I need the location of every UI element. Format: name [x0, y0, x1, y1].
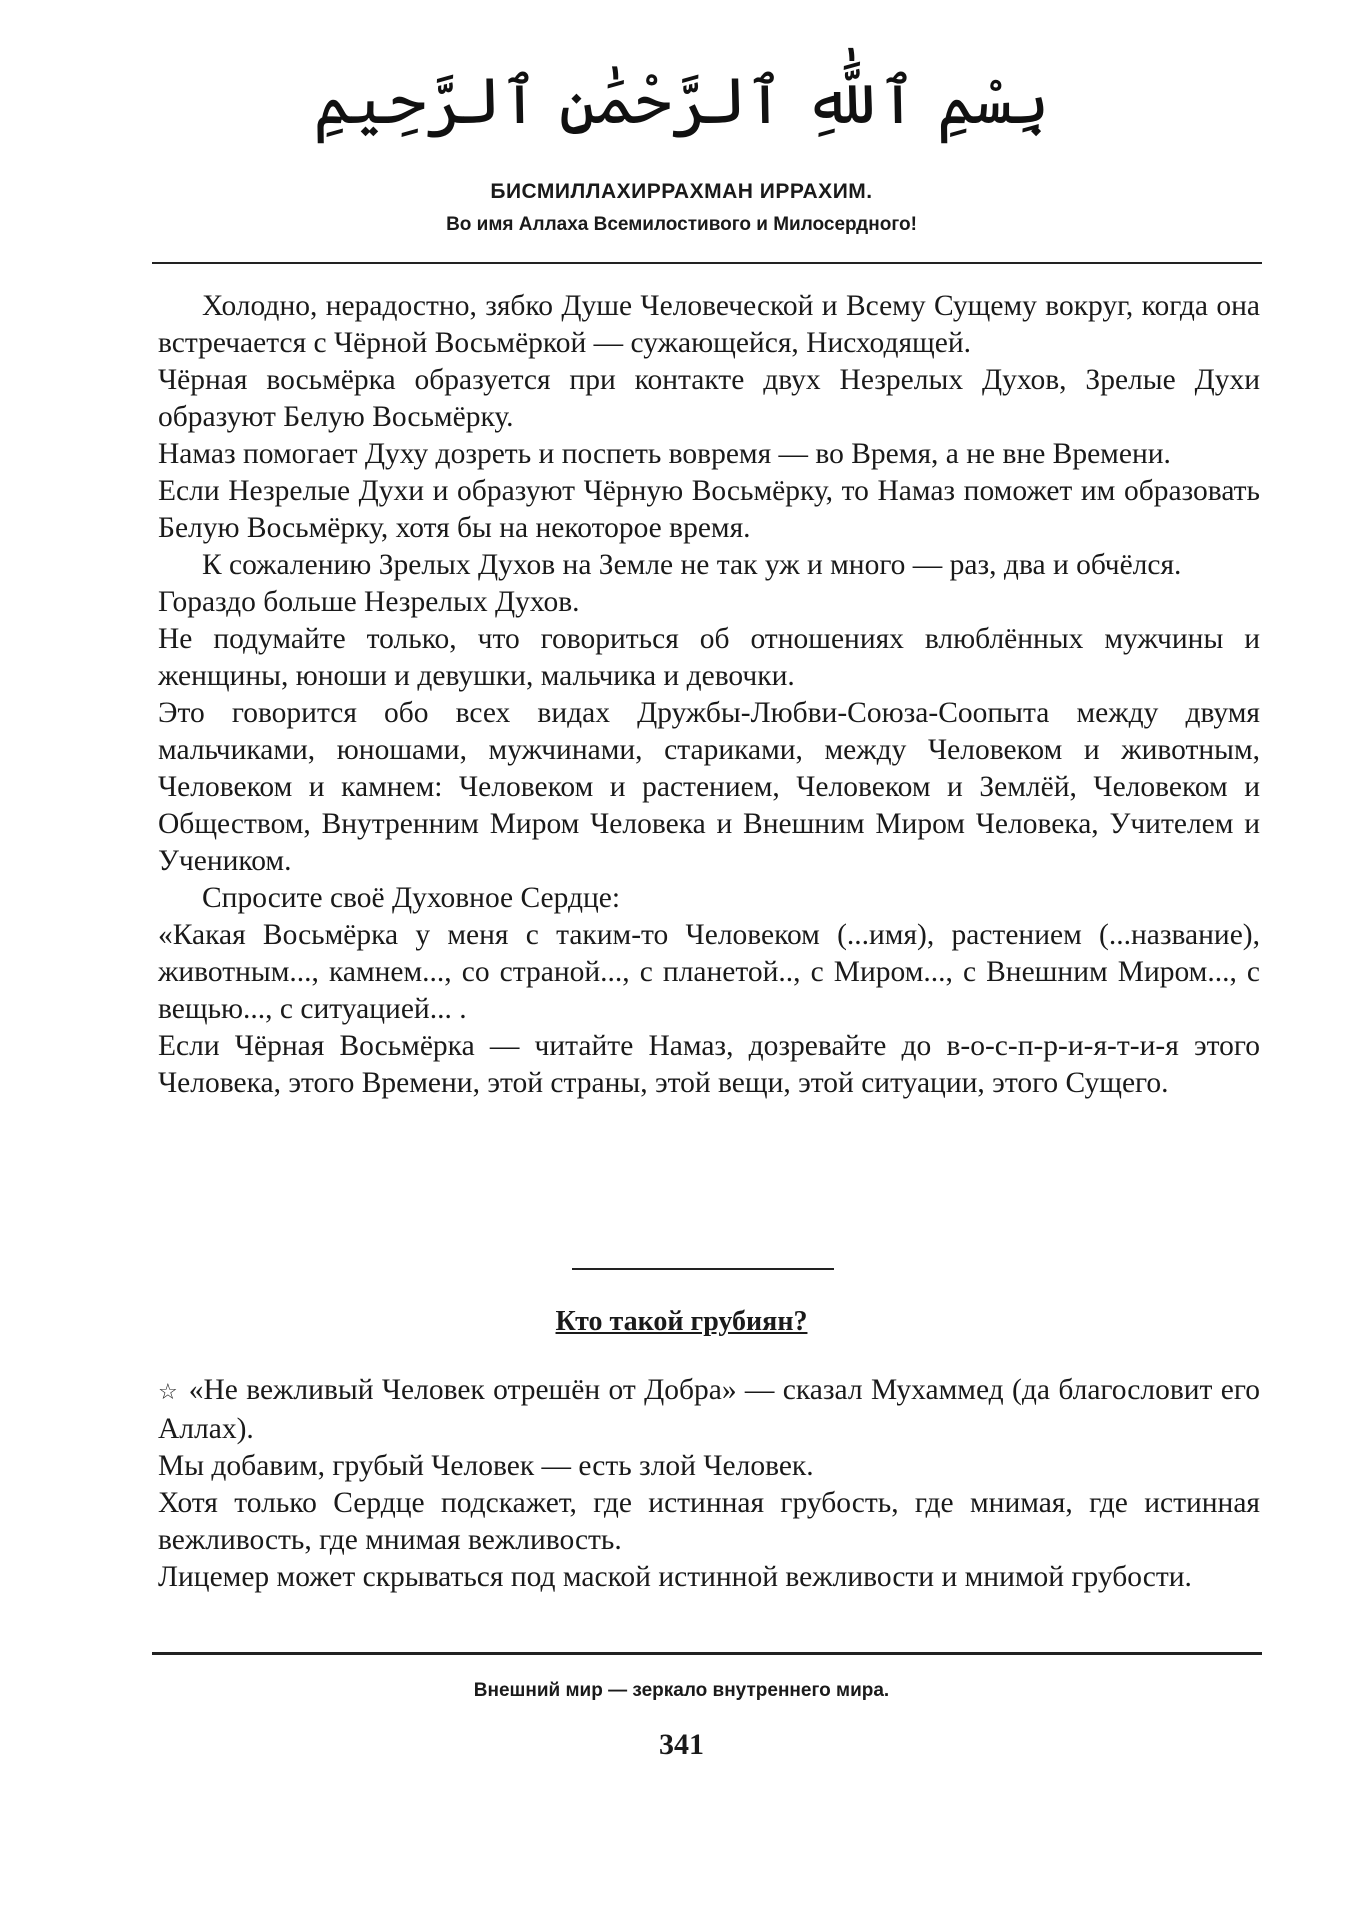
section-title: Кто такой грубиян? [555, 1306, 808, 1337]
header-subtitle: Во имя Аллаха Всемилостивого и Милосердного! [446, 214, 917, 235]
paragraph: Гораздо больше Незрелых Духов. [158, 586, 580, 618]
section-divider [572, 1268, 834, 1270]
main-text [158, 288, 1260, 1102]
paragraph: «Какая Восьмёрка у меня с таким-то Человеком (...имя), растением (...название), животным..., камнем..., со страной..., с планетой.., с Миром..., с Внешним Миром..., с вещью..., с ситуацией... . [158, 919, 1260, 1025]
paragraph: Это говорится обо всех видах Дружбы-Любви-Союза-Соопыта между двумя мальчиками, юношами, мужчинами, стариками, между Человеком и животным, Человеком и камнем: Человеком и растением, Человеком и Землёй, Человеком и Обществом, Внутренним Миром Человека и Внешним Миром Человека, Учителем и Учеником. [158, 697, 1260, 877]
paragraph: Чёрная восьмёрка образуется при контакте двух Незрелых Духов, Зрелые Духи образуют Белую Восьмёрку. [158, 364, 1260, 433]
paragraph: Холодно, нерадостно, зябко Душе Человеческой и Всему Сущему вокруг, когда она встречается с Чёрной Восьмёркой — сужающейся, Нисходящей. [158, 290, 1260, 359]
paragraph: Спросите своё Духовное Сердце: [202, 882, 621, 914]
paragraph: Лицемер может скрываться под маской истинной вежливости и мнимой грубости. [158, 1561, 1192, 1593]
header-divider [152, 262, 1262, 264]
paragraph: Хотя только Сердце подскажет, где истинная грубость, где мнимая, где истинная вежливость, где мнимая вежливость. [158, 1487, 1260, 1556]
paragraph: Мы добавим, грубый Человек — есть злой Человек. [158, 1450, 814, 1482]
paragraph [158, 1372, 1260, 1448]
basmala-calligraphy: بِسْمِ ٱللَّٰهِ ٱلرَّحْمَٰنِ ٱلرَّحِيمِ [313, 65, 1050, 139]
footer-motto: Внешний мир — зеркало внутреннего мира. [473, 1680, 890, 1701]
paragraph: Если Незрелые Духи и образуют Чёрную Восьмёрку, то Намаз поможет им образовать Белую Восьмёрку, хотя бы на некоторое время. [158, 475, 1260, 544]
paragraph: К сожалению Зрелых Духов на Земле не так уж и много — раз, два и обчёлся. [202, 549, 1182, 581]
section-text [158, 1372, 1260, 1596]
paragraph: Не подумайте только, что говориться об отношениях влюблённых мужчины и женщины, юноши и девушки, мальчика и девочки. [158, 623, 1260, 692]
paragraph-text: «Не вежливый Человек отрешён от Добра» — сказал Мухаммед (да благословит его Аллах). [158, 1374, 1260, 1445]
star-icon: ☆ [158, 1380, 179, 1405]
page-number: 341 [659, 1728, 704, 1761]
header-title: БИСМИЛЛАХИРРАХМАН ИРРАХИМ. [490, 180, 873, 203]
footer-divider [152, 1652, 1262, 1655]
paragraph: Намаз помогает Духу дозреть и поспеть вовремя — во Время, а не вне Времени. [158, 438, 1171, 470]
paragraph: Если Чёрная Восьмёрка — читайте Намаз, дозревайте до в-о-с-п-р-и-я-т-и-я этого Человека, этого Времени, этой страны, этой вещи, этой ситуации, этого Сущего. [158, 1030, 1260, 1099]
